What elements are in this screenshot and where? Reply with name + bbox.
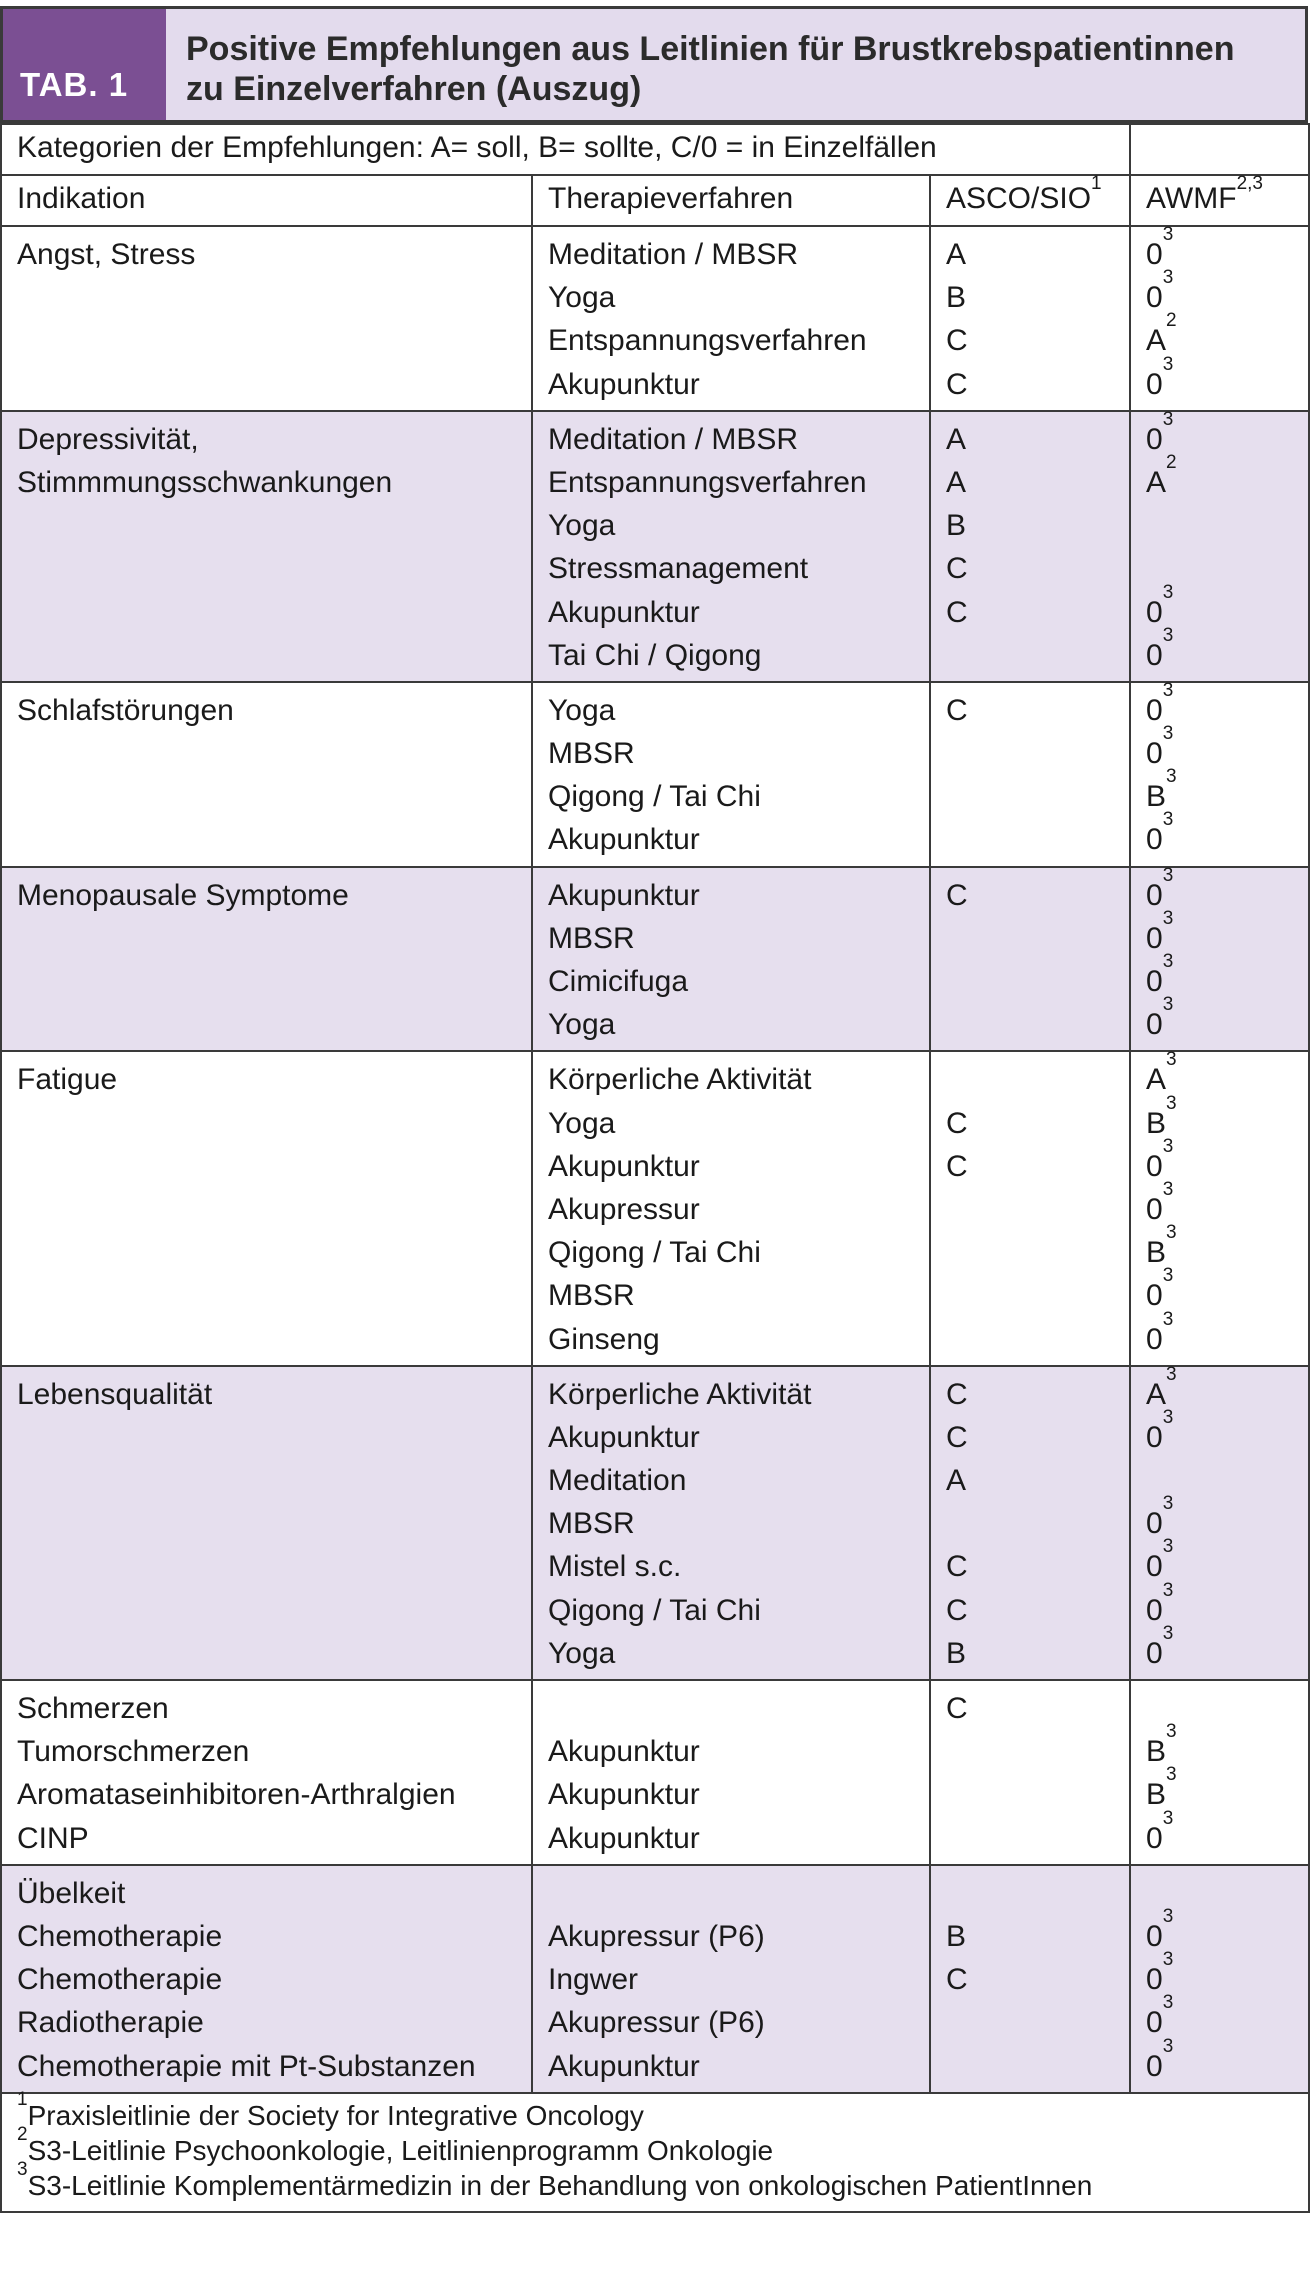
cell-therapie — [532, 1865, 930, 2093]
cell-awmf — [1130, 679, 1309, 867]
indikation-line — [17, 917, 531, 960]
asco-line: B — [946, 509, 967, 543]
awmf-line: $0^3$ — [1146, 267, 1174, 315]
asco-line — [946, 732, 1129, 775]
cell-therapie — [532, 1680, 930, 1865]
title-line-2: zu Einzelverfahren (Auszug) — [186, 70, 642, 108]
therapie-line: Meditation / MBSR — [548, 238, 799, 271]
col-header-awmf: AWMF$^{2,3}$ — [1130, 175, 1309, 226]
indikation-line — [17, 276, 531, 319]
therapie-line: MBSR — [548, 921, 635, 955]
cell-indikation — [1, 1051, 532, 1365]
therapie-line: Akupunktur — [548, 878, 700, 912]
asco-line — [946, 1730, 1129, 1773]
table-row — [1, 226, 1309, 411]
awmf-line: $0^3$ — [1146, 224, 1174, 271]
therapie-line: Yoga — [548, 509, 616, 543]
awmf-line: $0^3$ — [1146, 723, 1174, 771]
indikation-line — [17, 775, 531, 818]
cell-awmf — [1130, 1363, 1309, 1680]
indikation-line — [17, 1545, 531, 1588]
cell-therapie — [532, 1051, 930, 1365]
recommendations-table — [0, 123, 1310, 2213]
asco-line: C — [946, 1106, 968, 1140]
awmf-line: $0^3$ — [1146, 1536, 1174, 1584]
therapie-line: Mistel s.c. — [548, 1550, 682, 1584]
therapie-line: Qigong / Tai Chi — [548, 1236, 761, 1270]
asco-line: C — [946, 324, 968, 358]
cell-asco — [930, 1680, 1130, 1865]
cell-therapie — [532, 1366, 930, 1680]
categories-empty-cell — [1130, 124, 1309, 175]
asco-line — [946, 1502, 1129, 1545]
asco-line: C — [946, 1963, 968, 1997]
indikation-line — [17, 1274, 531, 1317]
asco-line: A — [946, 422, 967, 456]
therapie-line: Stressmanagement — [548, 552, 809, 586]
asco-line — [946, 818, 1129, 861]
table-row — [1, 867, 1309, 1052]
col-header-asco: ASCO/SIO$^1$ — [930, 175, 1130, 226]
awmf-line: $0^3$ — [1146, 1992, 1174, 2040]
therapie-line: Yoga — [548, 281, 616, 315]
indikation-line: Stimmmungsschwankungen — [17, 465, 393, 499]
therapie-line: Entspannungsverfahren — [548, 465, 867, 499]
cell-indikation — [1, 1680, 532, 1865]
awmf-line — [1146, 504, 1308, 547]
asco-line: C — [946, 1550, 968, 1584]
cell-indikation — [1, 1366, 532, 1680]
awmf-line: $0^3$ — [1146, 353, 1174, 401]
awmf-line: $0^3$ — [1146, 624, 1174, 672]
indikation-line — [17, 1003, 531, 1046]
cell-awmf — [1130, 1865, 1309, 2093]
footnote: $^2$S3-Leitlinie Psychoonkologie, Leitlinienprogramm Onkologie — [17, 2123, 774, 2166]
therapie-line: Akupunktur — [548, 595, 700, 629]
cell-asco — [930, 682, 1130, 867]
awmf-line: $0^3$ — [1146, 994, 1174, 1042]
therapie-line: Ingwer — [548, 1963, 639, 1997]
awmf-line: $0^3$ — [1146, 951, 1174, 998]
table-row — [1, 1051, 1309, 1365]
cell-awmf — [1130, 226, 1309, 411]
indikation-line — [17, 591, 531, 634]
asco-line: B — [946, 1919, 967, 1953]
cell-asco — [930, 867, 1130, 1052]
awmf-line: $0^3$ — [1146, 1579, 1174, 1627]
asco-line: C — [946, 1377, 968, 1411]
therapie-line: Akupunktur — [548, 367, 700, 401]
asco-line — [946, 634, 1129, 677]
therapie-line: Körperliche Aktivität — [548, 1063, 812, 1097]
cell-indikation — [1, 1865, 532, 2093]
table-row — [1, 1680, 1309, 1865]
col-header-indikation: Indikation — [1, 175, 532, 226]
indikation-line: Aromataseinhibitoren-Arthralgien — [17, 1778, 456, 1812]
therapie-line: Yoga — [548, 1008, 616, 1042]
asco-line: B — [946, 1636, 967, 1670]
asco-line: C — [946, 693, 968, 727]
cell-asco — [930, 226, 1130, 411]
asco-line — [946, 1231, 1129, 1274]
therapie-line: MBSR — [548, 1507, 635, 1541]
cell-asco — [930, 1865, 1130, 2093]
indikation-line — [17, 1188, 531, 1231]
indikation-line: Fatigue — [17, 1063, 118, 1097]
therapie-line: Tai Chi / Qigong — [548, 638, 762, 672]
cell-indikation — [1, 682, 532, 867]
asco-line — [946, 1188, 1129, 1231]
categories-text: Kategorien der Empfehlungen: A= soll, B= sollte, C/0 = in Einzelfällen — [1, 124, 1130, 175]
indikation-line: Schmerzen — [17, 1692, 169, 1725]
indikation-line — [17, 818, 531, 861]
awmf-line: $0^3$ — [1146, 1135, 1174, 1183]
cell-asco — [930, 1051, 1130, 1365]
indikation-line — [17, 504, 531, 547]
therapie-line: Qigong / Tai Chi — [548, 780, 761, 814]
cell-therapie — [532, 867, 930, 1052]
therapie-line: Akupunktur — [548, 823, 700, 857]
indikation-line: CINP — [17, 1821, 89, 1855]
asco-line — [946, 1817, 1129, 1860]
cell-therapie — [532, 682, 930, 867]
asco-line — [946, 1773, 1129, 1816]
indikation-line — [17, 319, 531, 362]
therapie-line: Akupunktur — [548, 1821, 700, 1855]
footnotes-row — [1, 2093, 1309, 2212]
title-line-1: Positive Empfehlungen aus Leitlinien für Brustkrebspatientinnen — [186, 30, 1235, 68]
cell-therapie — [532, 226, 930, 411]
indikation-line: Lebensqualität — [17, 1377, 213, 1411]
asco-line: A — [946, 238, 967, 271]
awmf-line: $0^3$ — [1146, 581, 1174, 629]
therapie-line — [548, 1872, 929, 1915]
therapie-line: Akupressur (P6) — [548, 2006, 765, 2040]
therapie-line: Akupressur (P6) — [548, 1919, 765, 1953]
therapie-line: Akupressur — [548, 1192, 700, 1226]
asco-line — [946, 1058, 1129, 1101]
awmf-line: $0^3$ — [1146, 2035, 1174, 2083]
indikation-line: Tumorschmerzen — [17, 1735, 250, 1769]
awmf-line: $B^3$ — [1146, 1764, 1177, 1812]
awmf-line: $A^3$ — [1146, 1049, 1177, 1097]
indikation-line — [17, 1318, 531, 1361]
asco-line: C — [946, 1692, 968, 1725]
therapie-line: Akupunktur — [548, 1149, 700, 1183]
awmf-line: $0^3$ — [1146, 1493, 1174, 1541]
awmf-line: $0^3$ — [1146, 809, 1174, 857]
therapie-line: Ginseng — [548, 1322, 660, 1356]
table-row — [1, 1865, 1309, 2093]
awmf-line: $B^3$ — [1146, 766, 1177, 814]
therapie-line: Meditation / MBSR — [548, 422, 799, 456]
therapie-line: Akupunktur — [548, 1778, 700, 1812]
awmf-line: $0^3$ — [1146, 1905, 1174, 1953]
indikation-line — [17, 363, 531, 406]
cell-awmf — [1130, 1051, 1309, 1365]
footnotes — [1, 2088, 1309, 2212]
awmf-line: $0^3$ — [1146, 1949, 1174, 1997]
awmf-line: $B^3$ — [1146, 1092, 1177, 1140]
awmf-line: $B^3$ — [1146, 1222, 1177, 1270]
awmf-line: $A^2$ — [1146, 451, 1177, 499]
cell-indikation — [1, 411, 532, 682]
cell-therapie — [532, 411, 930, 682]
asco-line — [946, 2045, 1129, 2088]
asco-line: C — [946, 552, 968, 586]
therapie-line: Cimicifuga — [548, 965, 689, 998]
table-row — [1, 1366, 1309, 1680]
asco-line: B — [946, 281, 967, 315]
asco-line — [946, 960, 1129, 1003]
asco-line: C — [946, 367, 968, 401]
awmf-line: $0^3$ — [1146, 1807, 1174, 1855]
indikation-line — [17, 547, 531, 590]
awmf-line: $B^3$ — [1146, 1721, 1177, 1769]
asco-line — [946, 2001, 1129, 2044]
table-title — [166, 9, 1305, 120]
therapie-line: Meditation — [548, 1464, 687, 1498]
awmf-line: $A^2$ — [1146, 310, 1177, 358]
indikation-line: Angst, Stress — [17, 238, 196, 271]
awmf-line: $0^3$ — [1146, 679, 1174, 727]
indikation-line: Chemotherapie — [17, 1919, 223, 1953]
indikation-line: Chemotherapie mit Pt-Substanzen — [17, 2049, 476, 2083]
table-container — [0, 6, 1308, 2213]
indikation-line — [17, 1632, 531, 1675]
therapie-line: Akupunktur — [548, 1420, 700, 1454]
therapie-line — [548, 1687, 929, 1730]
indikation-line — [17, 1502, 531, 1545]
asco-line: A — [946, 1464, 967, 1498]
indikation-line — [17, 732, 531, 775]
indikation-line: Radiotherapie — [17, 2006, 204, 2040]
asco-line — [946, 775, 1129, 818]
awmf-line: $0^3$ — [1146, 1265, 1174, 1313]
indikation-line — [17, 1416, 531, 1459]
cell-awmf — [1130, 408, 1309, 682]
column-header-row — [1, 175, 1309, 226]
indikation-line — [17, 1102, 531, 1145]
awmf-line: $0^3$ — [1146, 408, 1174, 456]
asco-line — [946, 917, 1129, 960]
asco-line: C — [946, 878, 968, 912]
indikation-line — [17, 1459, 531, 1502]
cell-awmf — [1130, 864, 1309, 1052]
footnote: $^3$S3-Leitlinie Komplementärmedizin in der Behandlung von onkologischen PatientInnen — [17, 2158, 1093, 2201]
table-row — [1, 411, 1309, 682]
awmf-line: $0^3$ — [1146, 907, 1174, 955]
col-header-therapie: Therapieverfahren — [532, 175, 930, 226]
indikation-line: Übelkeit — [17, 1876, 126, 1910]
categories-row — [1, 124, 1309, 175]
asco-line: C — [946, 1149, 968, 1183]
therapie-line: Akupunktur — [548, 2049, 700, 2083]
table-header — [0, 6, 1308, 123]
table-row — [1, 682, 1309, 867]
indikation-line — [17, 1589, 531, 1632]
indikation-line: Menopausale Symptome — [17, 878, 349, 912]
awmf-line: $0^3$ — [1146, 1622, 1174, 1670]
therapie-line: Yoga — [548, 1106, 616, 1140]
asco-line — [946, 1003, 1129, 1046]
awmf-line: $0^3$ — [1146, 1406, 1174, 1454]
asco-line: C — [946, 1420, 968, 1454]
cell-awmf — [1130, 1680, 1309, 1865]
asco-line — [946, 1318, 1129, 1361]
cell-indikation — [1, 867, 532, 1052]
asco-line — [946, 1274, 1129, 1317]
asco-line: A — [946, 465, 967, 499]
therapie-line: Körperliche Aktivität — [548, 1377, 812, 1411]
awmf-line: $A^3$ — [1146, 1363, 1177, 1411]
table-number-badge: TAB. 1 — [3, 9, 166, 120]
therapie-line: Qigong / Tai Chi — [548, 1593, 761, 1627]
therapie-line: Yoga — [548, 1636, 616, 1670]
indikation-line: Depressivität, — [17, 422, 199, 456]
awmf-line: $0^3$ — [1146, 1308, 1174, 1356]
cell-indikation — [1, 226, 532, 411]
awmf-line: $0^3$ — [1146, 1178, 1174, 1226]
therapie-line: Akupunktur — [548, 1735, 700, 1769]
indikation-line: Schlafstörungen — [17, 693, 234, 727]
asco-line: C — [946, 1593, 968, 1627]
cell-asco — [930, 411, 1130, 682]
therapie-line: MBSR — [548, 1279, 635, 1313]
indikation-line — [17, 960, 531, 1003]
therapie-line: Yoga — [548, 693, 616, 727]
asco-line: C — [946, 595, 968, 629]
cell-asco — [930, 1366, 1130, 1680]
footnote: $^1$Praxisleitlinie der Society for Integrative Oncology — [17, 2088, 644, 2131]
therapie-line: MBSR — [548, 737, 635, 771]
indikation-line — [17, 1145, 531, 1188]
asco-line — [946, 1872, 1129, 1915]
therapie-line: Entspannungsverfahren — [548, 324, 867, 358]
indikation-line — [17, 1231, 531, 1274]
indikation-line — [17, 634, 531, 677]
awmf-line: $0^3$ — [1146, 864, 1174, 912]
indikation-line: Chemotherapie — [17, 1963, 223, 1997]
